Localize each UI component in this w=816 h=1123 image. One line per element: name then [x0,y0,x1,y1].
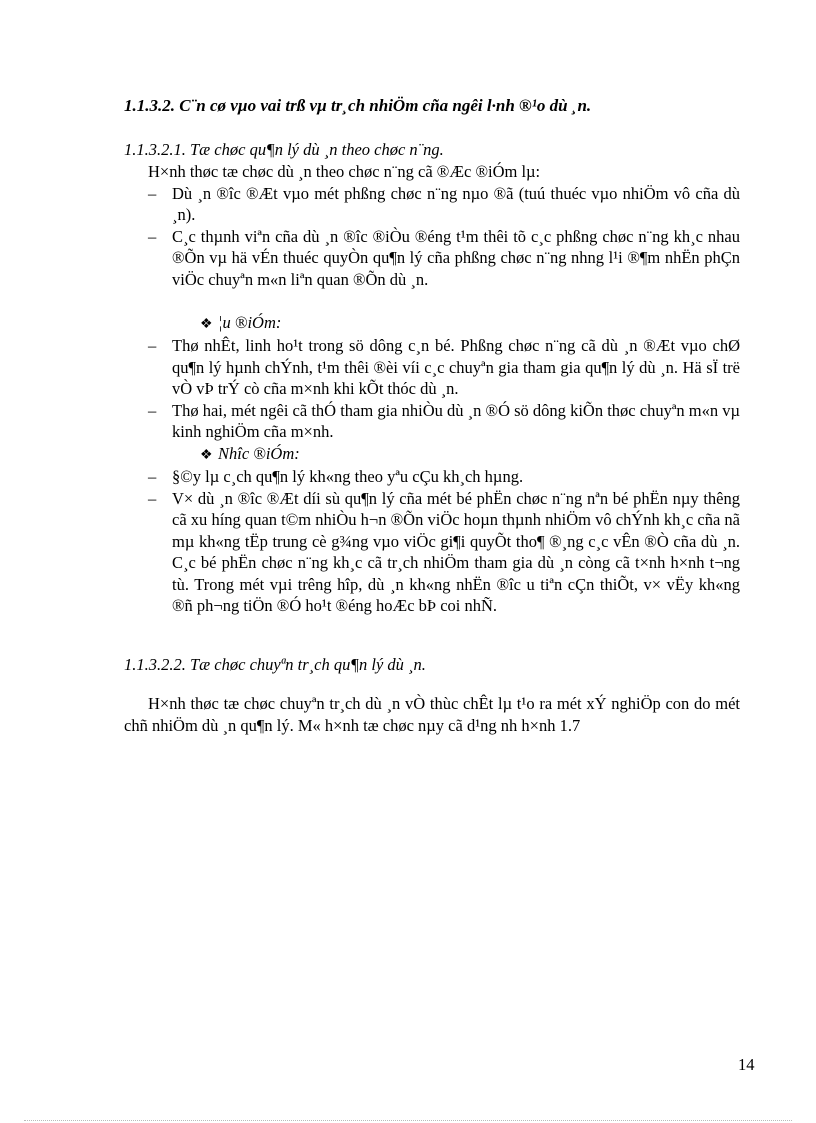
section-heading: 1.1.3.2. C¨n cø vµo vai trß vµ tr¸ch nhiÖm cña ngêi l·nh ®¹o dù ¸n. [124,96,592,115]
dash-bullet-icon: – [148,400,157,420]
subsection-title-dedicated: 1.1.3.2.2. Tæ chøc chuyªn tr¸ch qu¶n lý dù ¸n. [124,655,426,674]
dash-bullet-icon: – [148,467,157,486]
intro-paragraph: H×nh thøc tæ chøc dù ¸n theo chøc n¨ng cã ®Æc ®iÓm lµ: [148,162,541,181]
page-bottom-divider [24,1120,792,1121]
list-item [124,226,740,291]
subsection-title-functional: 1.1.3.2.1. Tæ chøc qu¶n lý dù ¸n theo chøc n¨ng. [124,140,444,159]
dash-bullet-icon: – [148,226,157,246]
list-item [124,488,740,617]
dash-bullet-icon: – [148,183,157,203]
functional-organization-block [124,161,740,617]
diamond-bullet-icon: ❖ [200,447,213,463]
dash-bullet-icon: – [148,336,157,355]
disadvantages-label [124,443,740,467]
characteristics-list [124,183,740,291]
list-item [124,335,740,400]
list-item-text: V× dù ¸n ®îc ®Æt díi sù qu¶n lý cña mét bé phËn chøc n¨ng nªn bé phËn nµy thêng cã xu híng quan t©m nhiÒu h¬n ®Õn viÖc hoµn thµnh nhiÖm vô chÝnh kh¸c cña nã mµ kh«ng tËp trung cè g¾ng vµo viÖc gi¶i quyÕt tho¶ ®¸ng c¸c vÊn ®Ò cña dù ¸n. C¸c bé phËn chøc n¨ng kh¸c cã tr¸ch nhiÖm tham gia dù ¸n còng cã t×nh h×nh t¬ng tù. Trong mét vµi trêng hîp, dù ¸n kh«ng nhËn ®îc u tiªn cÇn thiÕt, v× vËy kh«ng ®ñ ph¬ng tiÖn ®Ó ho¹t ®éng hoÆc bÞ coi nhÑ. [172,488,740,615]
dash-bullet-icon: – [148,488,157,508]
list-item [124,183,740,226]
list-item-text: C¸c thµnh viªn cña dù ¸n ®îc ®iÒu ®éng t¹m thêi tõ c¸c phßng chøc n¨ng kh¸c nhau ®Õn vµ hä vÉn thuéc quyÒn qu¶n lý cña phßng chøc n¨ng nhng l¹i ®¶m nhËn phÇn viÖc chuyªn m«n liªn quan ®Õn dù ¸n. [172,226,740,289]
disadvantages-list [124,466,740,617]
advantages-list [124,335,740,443]
advantages-label [124,312,740,336]
disadvantages-label-text: Nhîc ®iÓm: [218,443,300,463]
advantages-label-text: ¦u ®iÓm: [218,312,282,332]
list-item-text: Thø nhÊt, linh ho¹t trong sö dông c¸n bé. Phßng chøc n¨ng cã dù ¸n ®Æt vµo chØ qu¶n lý hµnh chÝnh, t¹m thêi ®èi víi c¸c chuyªn gia tham gia qu¶n lý dù ¸n. Hä sÏ trë vÒ vÞ trÝ cò cña m×nh khi kÕt thóc dù ¸n. [172,336,740,398]
list-item-text: §©y lµ c¸ch qu¶n lý kh«ng theo yªu cÇu kh¸ch hµng. [172,467,524,486]
list-item [124,400,740,443]
diamond-bullet-icon: ❖ [200,316,213,332]
list-item [124,466,740,488]
page-number: 14 [738,1055,755,1074]
dedicated-organization-paragraph: H×nh thøc tæ chøc chuyªn tr¸ch dù ¸n vÒ thùc chÊt lµ t¹o ra mét xÝ nghiÖp con do mét chñ nhiÖm dù ¸n qu¶n lý. M« h×nh tæ chøc nµy cã d¹ng nh h×nh 1.7 [124,694,740,735]
spacer [124,290,740,312]
list-item-text: Dù ¸n ®îc ®Æt vµo mét phßng chøc n¨ng nµo ®ã (tuú thuéc vµo nhiÖm vô cña dù ¸n). [172,183,740,224]
list-item-text: Thø hai, mét ngêi cã thÓ tham gia nhiÒu dù ¸n ®Ó sö dông kiÕn thøc chuyªn m«n vµ kinh nghiÖm cña m×nh. [172,400,740,441]
